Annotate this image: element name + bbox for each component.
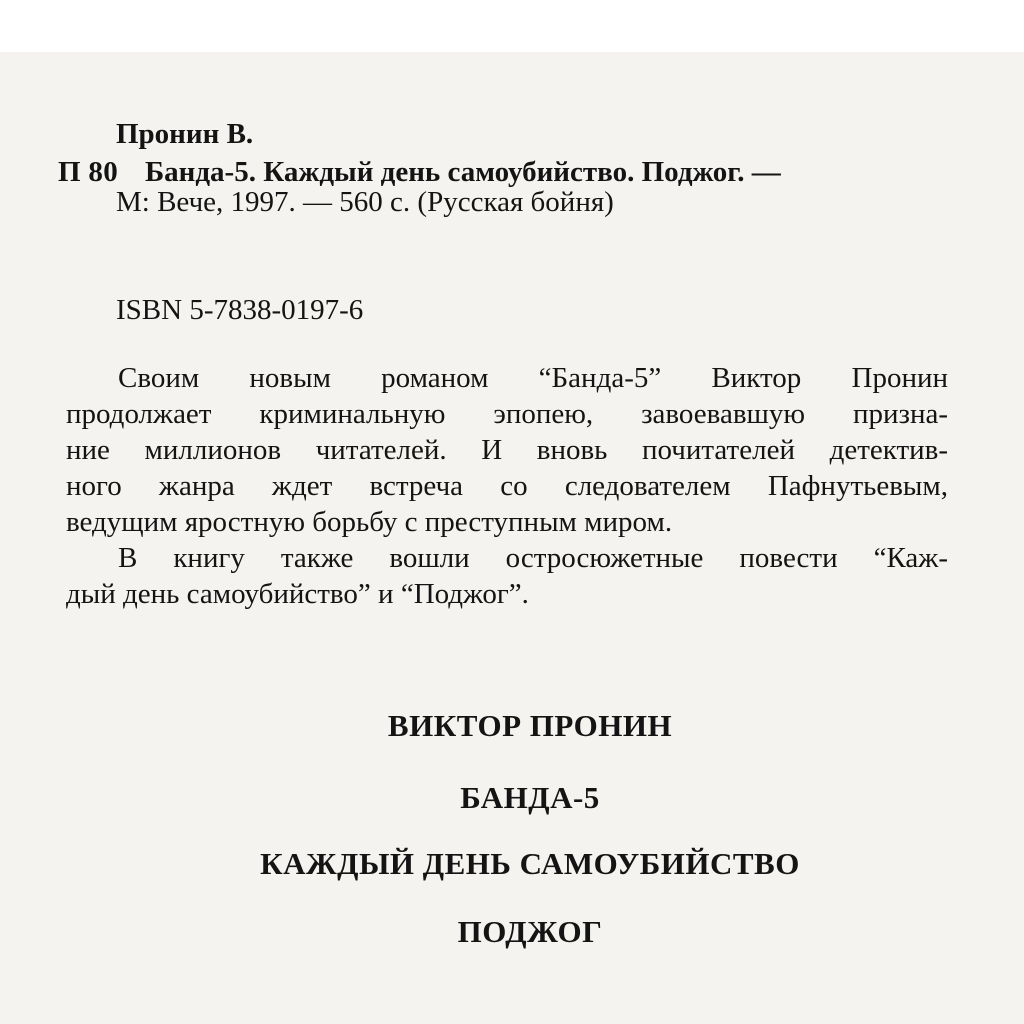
annotation-line: дый день самоубийство” и “Поджог”.: [66, 578, 529, 610]
catalog-author: Пронин В.: [116, 118, 254, 150]
catalog-publisher: М: Вече, 1997. — 560 с. (Русская бойня): [116, 186, 614, 218]
annotation-line: Своим новым романом “Банда-5” Виктор Пронин: [118, 362, 948, 394]
catalog-index: П 80: [58, 156, 119, 188]
annotation: [66, 360, 948, 612]
catalog-title: Банда-5. Каждый день самоубийство. Поджог. —: [145, 156, 781, 188]
author-heading: ВИКТОР ПРОНИН: [387, 708, 673, 743]
book-title-2: КАЖДЫЙ ДЕНЬ САМОУБИЙСТВО: [260, 846, 800, 881]
annotation-line: продолжает криминальную эпопею, завоевавшую призна-: [66, 398, 948, 430]
annotation-line: В книгу также вошли остросюжетные повести “Каж-: [118, 542, 948, 574]
catalog-isbn: ISBN 5-7838-0197-6: [116, 294, 364, 326]
annotation-line: ного жанра ждет встреча со следователем Пафнутьевым,: [66, 470, 948, 502]
book-title-1: БАНДА-5: [460, 780, 600, 815]
book-page: [0, 52, 1024, 1024]
book-title-3: ПОДЖОГ: [457, 914, 603, 949]
annotation-line: ние миллионов читателей. И вновь почитателей детектив-: [66, 434, 948, 466]
annotation-line: ведущим яростную борьбу с преступным миром.: [66, 506, 673, 538]
